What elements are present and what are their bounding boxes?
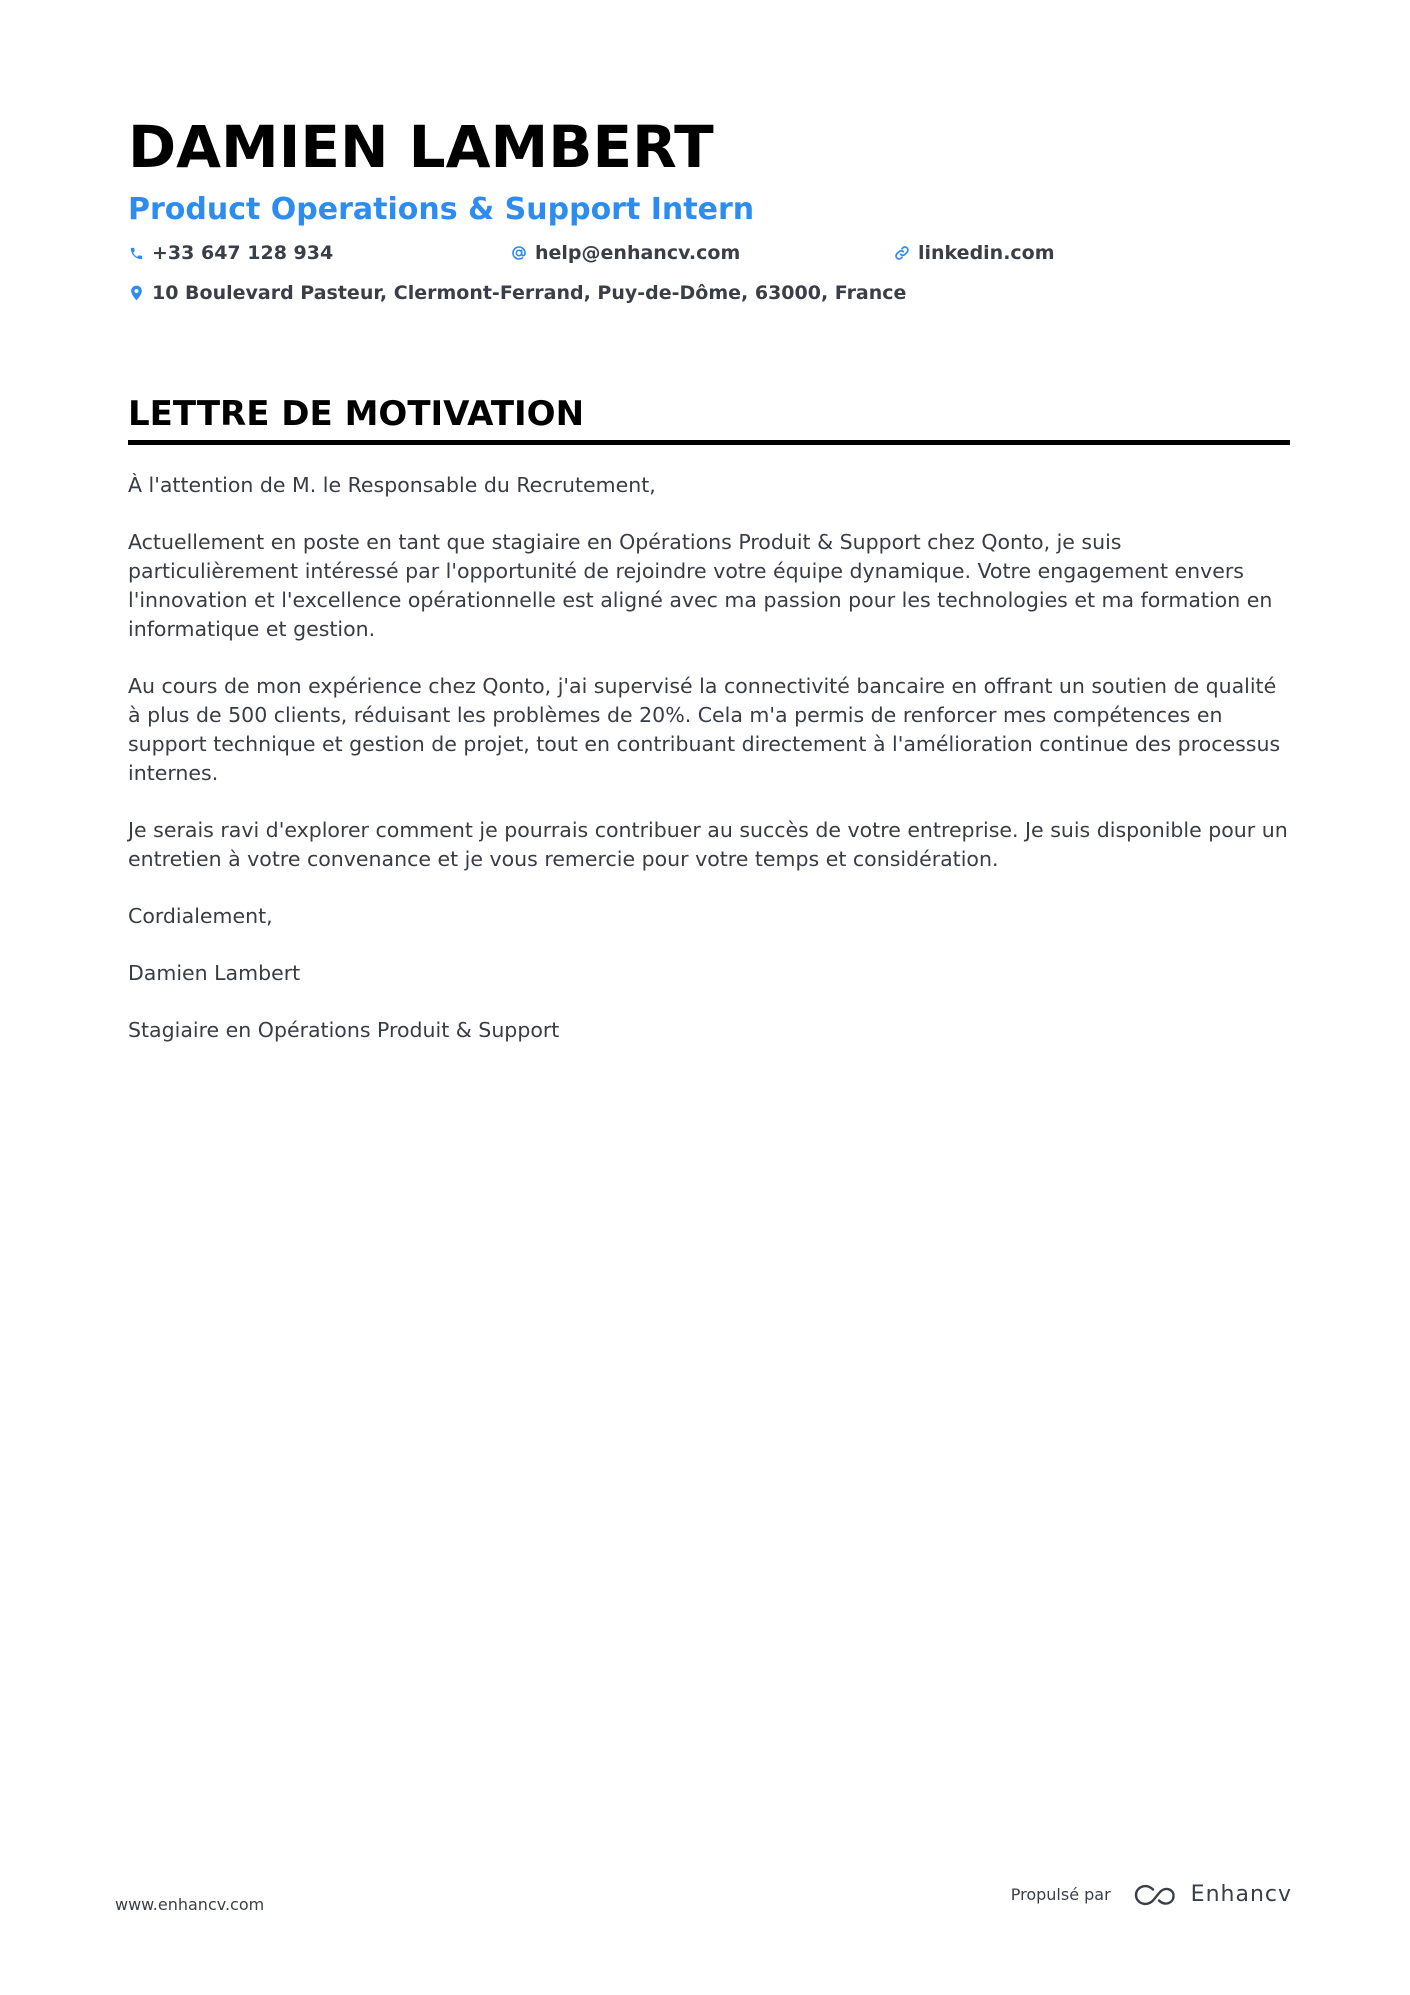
footer-website[interactable]: www.enhancv.com: [115, 1895, 265, 1914]
email-text: help@enhancv.com: [535, 242, 741, 264]
paragraph-3: Je serais ravi d'explorer comment je pourrais contribuer au succès de votre entreprise. Je suis disponible pour un entretien à votre convenance et je vous remercie pour votre temps et considération.: [128, 818, 1288, 871]
powered-by-label: Propulsé par: [1010, 1885, 1111, 1904]
enhancv-logo-icon: [1133, 1883, 1179, 1907]
salutation: À l'attention de M. le Responsable du Recrutement,: [128, 473, 656, 497]
footer-branding[interactable]: [1011, 1882, 1292, 1907]
at-icon: [511, 245, 527, 261]
link-icon: [894, 245, 910, 261]
header: [128, 108, 1288, 320]
letter-body: [128, 471, 1290, 1045]
signature-title: Stagiaire en Opérations Produit & Support: [128, 1018, 560, 1042]
website-text: linkedin.com: [918, 242, 1055, 264]
contact-website[interactable]: [894, 242, 1055, 264]
closing: Cordialement,: [128, 904, 273, 928]
signature-name: Damien Lambert: [128, 961, 301, 985]
contact-address: [128, 282, 906, 304]
contact-phone: [128, 242, 333, 264]
address-text: 10 Boulevard Pasteur, Clermont-Ferrand, Puy-de-Dôme, 63000, France: [152, 282, 907, 304]
cover-letter-section: [128, 392, 1290, 1073]
phone-icon: [128, 245, 144, 261]
contact-info: [128, 242, 1288, 320]
candidate-name: DAMIEN LAMBERT: [128, 113, 714, 181]
brand-name: Enhancv: [1190, 1882, 1292, 1907]
paragraph-2: Au cours de mon expérience chez Qonto, j'ai supervisé la connectivité bancaire en offrant un soutien de qualité à plus de 500 clients, réduisant les problèmes de 20%. Cela m'a permis de renforcer mes compétences en support technique et gestion de projet, tout en contribuant directement à l'amélioration continue des processus internes.: [128, 674, 1281, 785]
section-title: LETTRE DE MOTIVATION: [128, 392, 1290, 445]
location-pin-icon: [128, 285, 144, 301]
contact-email[interactable]: [511, 242, 740, 264]
enhancv-logo: [1133, 1882, 1292, 1907]
phone-text: +33 647 128 934: [152, 242, 334, 264]
job-title: Product Operations & Support Intern: [128, 192, 755, 227]
paragraph-1: Actuellement en poste en tant que stagiaire en Opérations Produit & Support chez Qonto, je suis particulièrement intéressé par l'opportunité de rejoindre votre équipe dynamique. Votre engagement envers l'innovation et l'excellence opérationnelle est aligné avec ma passion pour les technologies et ma formation en informatique et gestion.: [128, 530, 1273, 641]
